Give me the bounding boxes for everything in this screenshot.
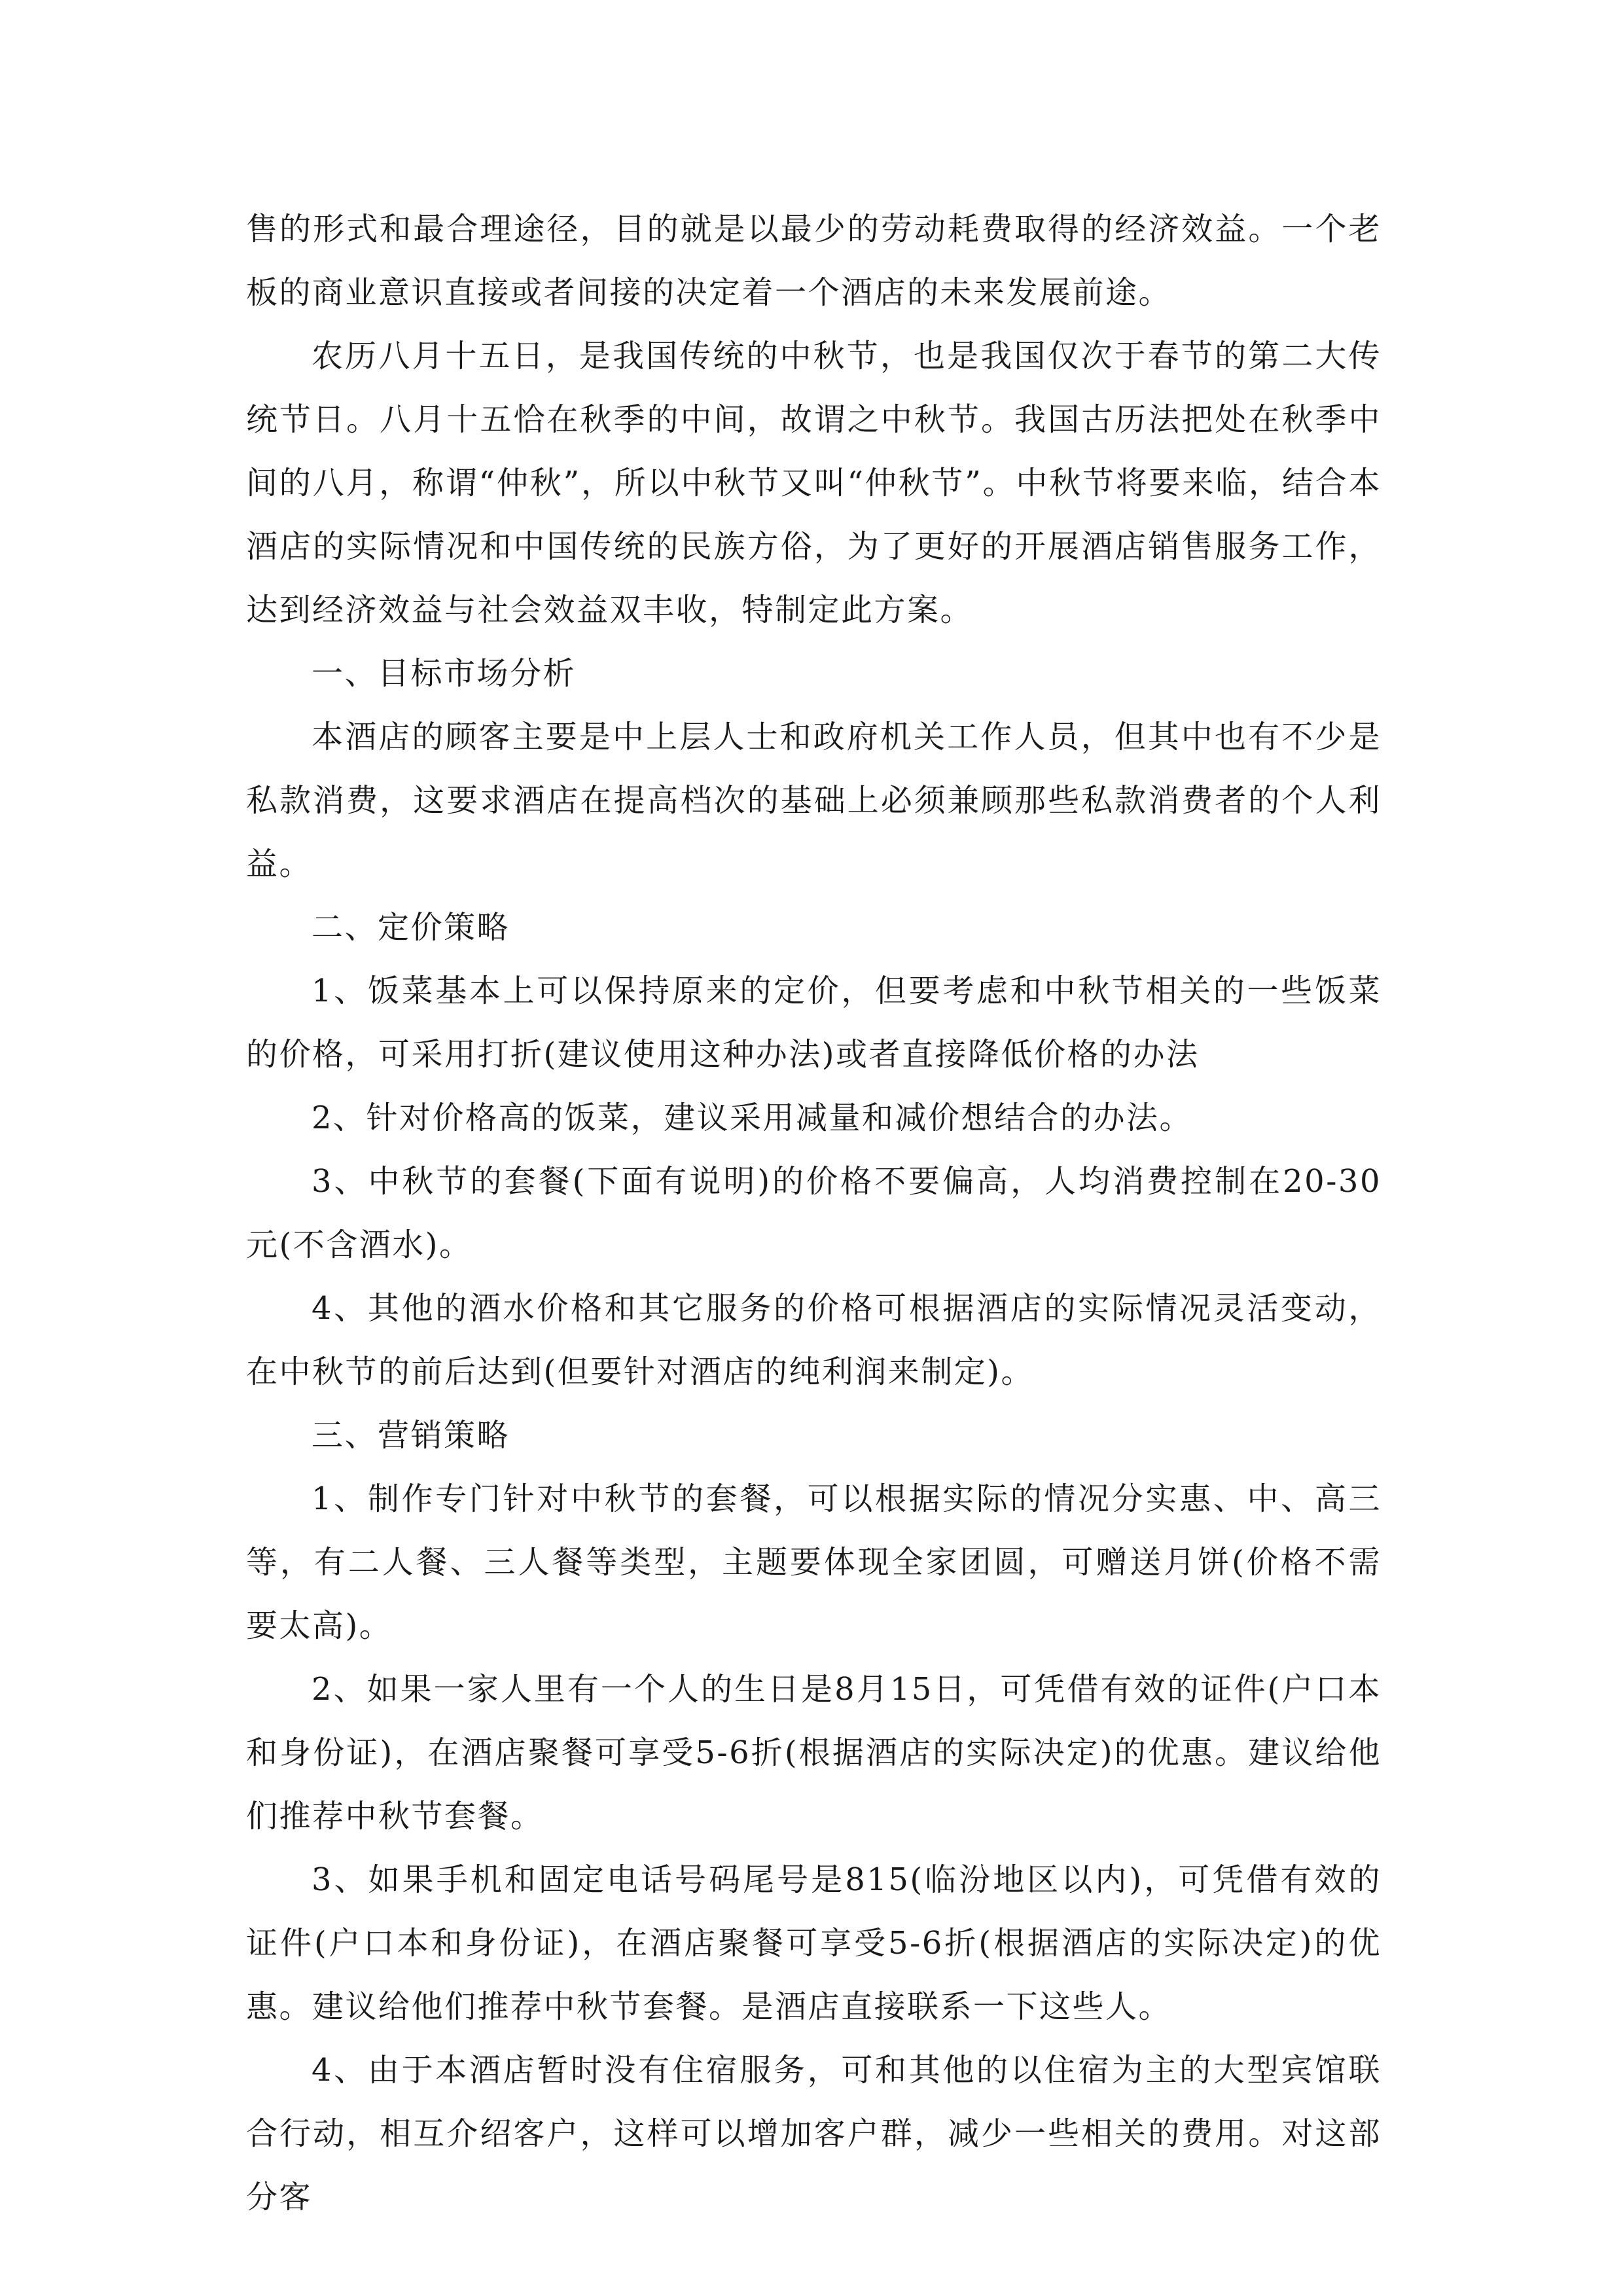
- paragraph-continuation: 售的形式和最合理途径，目的就是以最少的劳动耗费取得的经济效益。一个老板的商业意识直接或者间接的决定着一个酒店的未来发展前途。: [246, 211, 1382, 311]
- heading-marketing-strategy: 三、营销策略: [312, 1417, 510, 1454]
- pricing-item-1: 1、饭菜基本上可以保持原来的定价，但要考虑和中秋节相关的一些饭菜的价格，可采用打折(建议使用这种办法)或者直接降低价格的办法: [246, 973, 1382, 1073]
- paragraph-target-market: 本酒店的顾客主要是中上层人士和政府机关工作人员，但其中也有不少是私款消费，这要求酒店在提高档次的基础上必须兼顾那些私款消费者的个人利益。: [246, 719, 1382, 882]
- heading-target-market: 一、目标市场分析: [312, 655, 577, 692]
- marketing-item-1: 1、制作专门针对中秋节的套餐，可以根据实际的情况分实惠、中、高三等，有二人餐、三人餐等类型，主题要体现全家团圆，可赠送月饼(价格不需要太高)。: [246, 1480, 1382, 1644]
- marketing-item-3: 3、如果手机和固定电话号码尾号是815(临汾地区以内)，可凭借有效的证件(户口本和身份证)，在酒店聚餐可享受5-6折(根据酒店的实际决定)的优惠。建议给他们推荐中秋节套餐。是酒店直接联系一下这些人。: [246, 1861, 1382, 2025]
- pricing-item-4: 4、其他的酒水价格和其它服务的价格可根据酒店的实际情况灵活变动，在中秋节的前后达到(但要针对酒店的纯利润来制定)。: [246, 1290, 1382, 1390]
- marketing-item-2: 2、如果一家人里有一个人的生日是8月15日，可凭借有效的证件(户口本和身份证)，在酒店聚餐可享受5-6折(根据酒店的实际决定)的优惠。建议给他们推荐中秋节套餐。: [246, 1671, 1382, 1835]
- paragraph-mid-autumn-intro: 农历八月十五日，是我国传统的中秋节，也是我国仅次于春节的第二大传统节日。八月十五恰在秋季的中间，故谓之中秋节。我国古历法把处在秋季中间的八月，称谓“仲秋”，所以中秋节又叫“仲秋节”。中秋节将要来临，结合本酒店的实际情况和中国传统的民族方俗，为了更好的开展酒店销售服务工作，达到经济效益与社会效益双丰收，特制定此方案。: [246, 338, 1382, 628]
- marketing-item-4: 4、由于本酒店暂时没有住宿服务，可和其他的以住宿为主的大型宾馆联合行动，相互介绍客户，这样可以增加客户群，减少一些相关的费用。对这部分客: [246, 2052, 1382, 2215]
- document-body: [246, 198, 1382, 2229]
- pricing-item-3: 3、中秋节的套餐(下面有说明)的价格不要偏高，人均消费控制在20-30元(不含酒水)。: [246, 1163, 1382, 1263]
- pricing-item-2: 2、针对价格高的饭菜，建议采用减量和减价想结合的办法。: [312, 1100, 1193, 1136]
- heading-pricing-strategy: 二、定价策略: [312, 909, 510, 946]
